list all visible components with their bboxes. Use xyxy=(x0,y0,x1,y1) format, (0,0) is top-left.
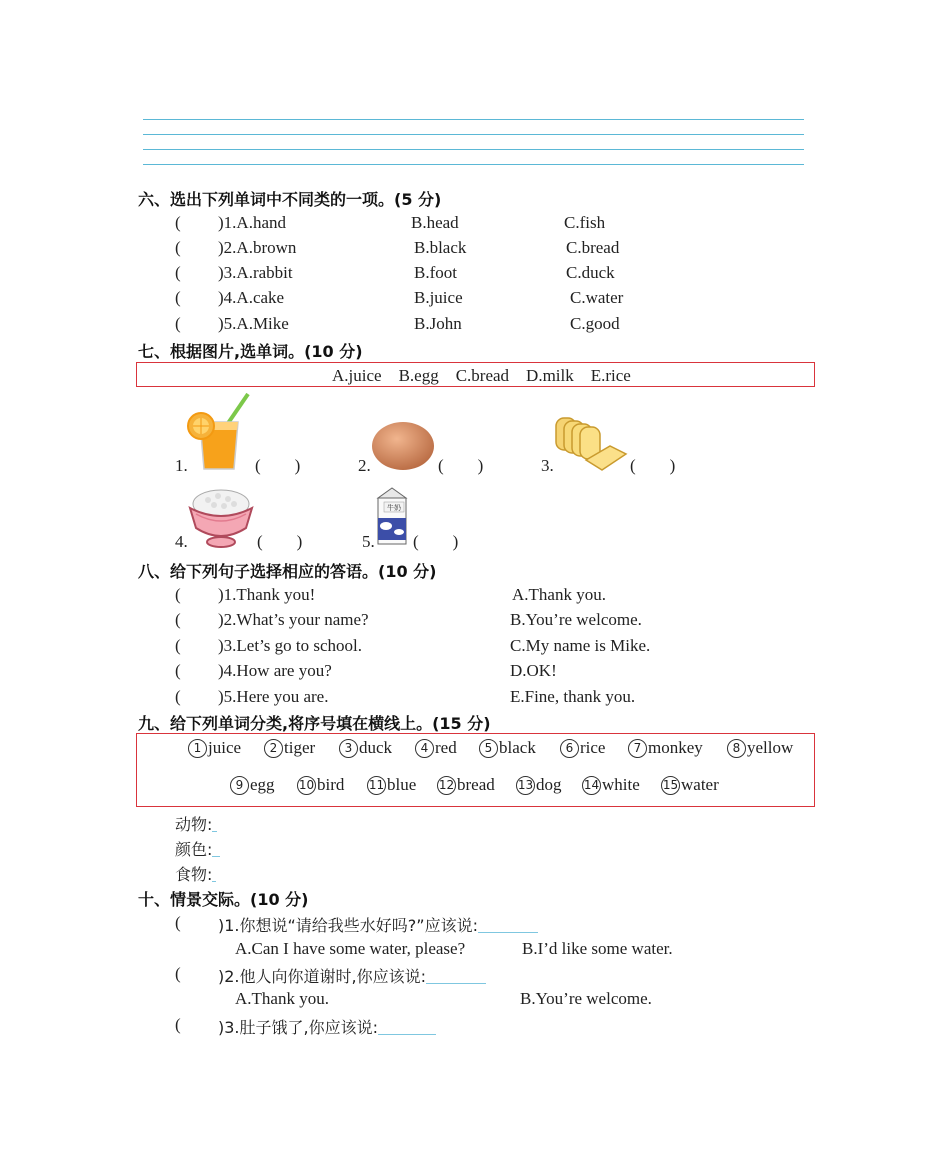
answer-option: C.My name is Mike. xyxy=(510,636,651,655)
question-3: )3.肚子饿了,你应该说: xyxy=(218,1015,436,1038)
item-number: 1. xyxy=(175,456,188,475)
word-item: 3 duck xyxy=(339,738,392,758)
question-2: )2.他人向你道谢时,你应该说: xyxy=(218,964,486,987)
answer-paren: ( xyxy=(175,661,181,680)
question-1: )1.你想说“请给我些水好吗?”应该说: xyxy=(218,913,538,936)
question-text: )5.A.Mike xyxy=(218,314,289,333)
answer-blank: ( ) xyxy=(257,532,303,551)
answer-paren: ( xyxy=(175,263,181,282)
question-text: )3.A.rabbit xyxy=(218,263,293,282)
section10-heading: 十、情景交际。(10 分) xyxy=(138,890,309,909)
answer-option: A.Thank you. xyxy=(512,585,606,604)
question-text: )2.What’s your name? xyxy=(218,610,369,629)
answer-line[interactable] xyxy=(212,841,220,857)
question-text: )3.Let’s go to school. xyxy=(218,636,363,655)
bread-icon xyxy=(554,414,628,474)
section9-heading: 九、给下列单词分类,将序号填在横线上。(15 分) xyxy=(138,714,491,733)
option-b: B.head xyxy=(411,213,459,232)
answer-paren: ( xyxy=(175,288,181,307)
word-item: 6 rice xyxy=(560,738,605,758)
question-text: )4.How are you? xyxy=(218,661,332,680)
answer-line[interactable] xyxy=(378,1019,436,1035)
answer-paren: ( xyxy=(175,636,181,655)
option-b: B.black xyxy=(414,238,467,257)
word-item: 12 bread xyxy=(438,775,495,794)
option-c: C.duck xyxy=(566,263,615,282)
word-item: 10 bird xyxy=(298,775,345,794)
question-text: )1.Thank you! xyxy=(218,585,316,604)
answer-paren: ( xyxy=(175,213,181,232)
answer-paren: ( xyxy=(175,610,181,629)
word-item: 9 egg xyxy=(230,775,275,795)
answer-paren: ( xyxy=(175,964,181,983)
option-c: C.good xyxy=(570,314,620,333)
word-item: 1 juice xyxy=(188,738,241,758)
writing-line xyxy=(143,149,804,150)
word-item: 4 red xyxy=(415,738,457,758)
word-item: 14 white xyxy=(583,775,640,794)
writing-line xyxy=(143,134,804,135)
milk-label: 牛奶 xyxy=(387,504,401,512)
item-number: 3. xyxy=(541,456,554,475)
word-item: 7 monkey xyxy=(628,738,703,758)
option-b: B.foot xyxy=(414,263,457,282)
writing-line xyxy=(143,164,804,165)
question-text: )4.A.cake xyxy=(218,288,285,307)
answer-line[interactable] xyxy=(426,968,486,984)
answer-paren: ( xyxy=(175,585,181,604)
question-text: )1.A.hand xyxy=(218,213,286,232)
answer-blank: ( ) xyxy=(255,456,301,475)
section8-heading: 八、给下列句子选择相应的答语。(10 分) xyxy=(138,562,437,581)
word-item: 5 black xyxy=(479,738,536,758)
option-a: A.Can I have some water, please? xyxy=(235,939,466,958)
word-item: 15 water xyxy=(662,775,719,794)
option-c: C.fish xyxy=(564,213,606,232)
answer-blank: ( ) xyxy=(413,532,459,551)
answer-paren: ( xyxy=(175,687,181,706)
item-number: 2. xyxy=(358,456,371,475)
answer-blank: ( ) xyxy=(438,456,484,475)
answer-option: D.OK! xyxy=(510,661,557,680)
answer-paren: ( xyxy=(175,238,181,257)
answer-line[interactable] xyxy=(478,917,538,933)
answer-option: B.You’re welcome. xyxy=(510,610,642,629)
rice-icon xyxy=(188,484,254,550)
option-b: B.juice xyxy=(414,288,463,307)
option-c: C.water xyxy=(570,288,624,307)
writing-line xyxy=(143,119,804,120)
option-b: B.John xyxy=(414,314,462,333)
word-item: 11 blue xyxy=(368,775,417,794)
juice-icon xyxy=(186,392,252,472)
word-item: 2 tiger xyxy=(264,738,315,758)
category-food: 食物: xyxy=(175,862,216,885)
question-text: )2.A.brown xyxy=(218,238,297,257)
milk-icon xyxy=(372,486,412,548)
egg-icon xyxy=(370,420,436,472)
item-number: 4. xyxy=(175,532,188,551)
answer-line[interactable] xyxy=(212,816,217,832)
item-number: 5. xyxy=(362,532,375,551)
category-colors: 颜色: xyxy=(175,837,220,860)
option-b: B.I’d like some water. xyxy=(522,939,673,958)
answer-paren: ( xyxy=(175,913,181,932)
word-item: 8 yellow xyxy=(727,738,793,758)
answer-blank: ( ) xyxy=(630,456,676,475)
section6-heading: 六、选出下列单词中不同类的一项。(5 分) xyxy=(138,190,442,209)
question-text: )5.Here you are. xyxy=(218,687,329,706)
option-b: B.You’re welcome. xyxy=(520,989,652,1008)
answer-paren: ( xyxy=(175,1015,181,1034)
section7-heading: 七、根据图片,选单词。(10 分) xyxy=(138,342,363,361)
option-a: A.Thank you. xyxy=(235,989,329,1008)
answer-option: E.Fine, thank you. xyxy=(510,687,636,706)
category-animals: 动物: xyxy=(175,812,217,835)
word-item: 13 dog xyxy=(517,775,562,794)
answer-paren: ( xyxy=(175,314,181,333)
option-c: C.bread xyxy=(566,238,620,257)
answer-line[interactable] xyxy=(212,866,216,882)
word-bank: A.juice B.egg C.bread D.milk E.rice xyxy=(332,366,631,385)
